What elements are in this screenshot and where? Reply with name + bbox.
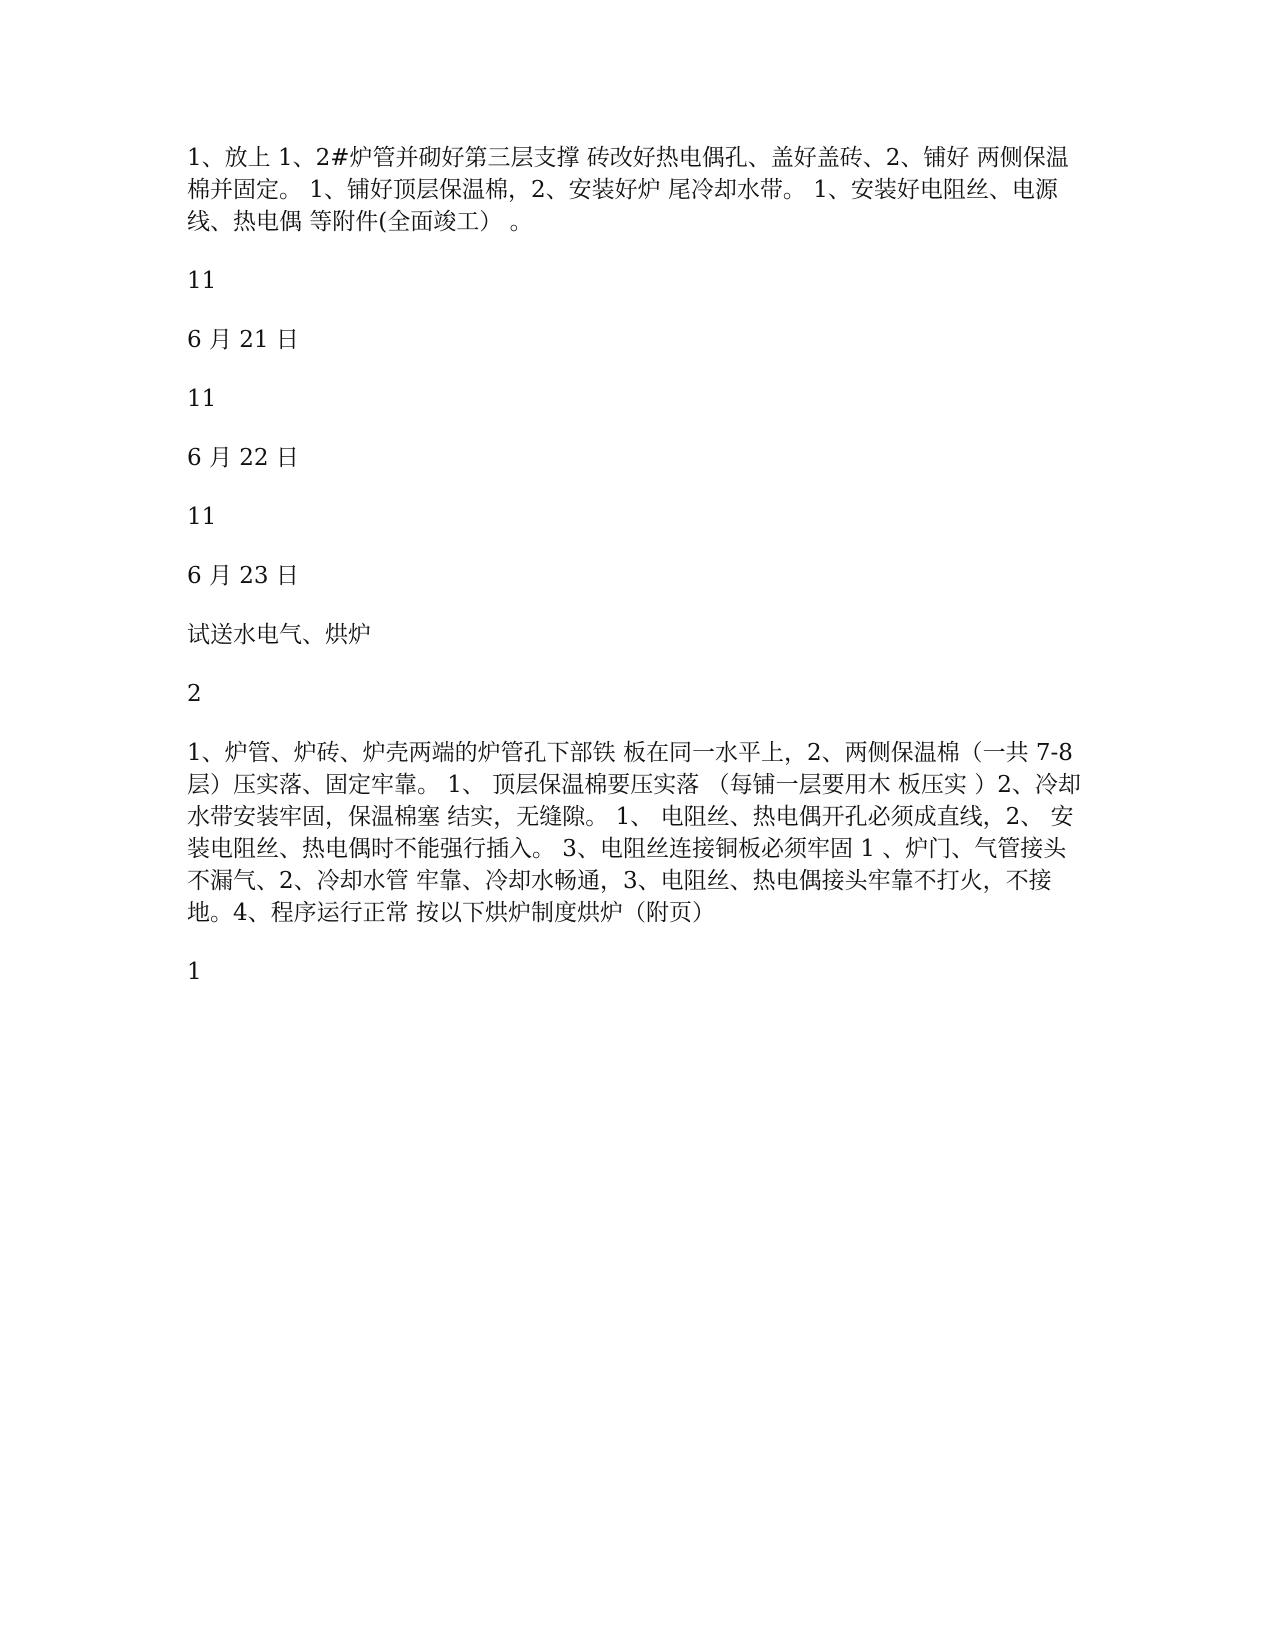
paragraph-date-2: 6 月 22 日 bbox=[187, 445, 299, 471]
paragraph-date-1: 6 月 21 日 bbox=[187, 327, 299, 353]
paragraph-trial-run: 试送水电气、烘炉 bbox=[187, 622, 371, 648]
paragraph-count-1: 1 bbox=[187, 959, 202, 985]
paragraph-work-steps: 1、放上 1、2#炉管并砌好第三层支撑 砖改好热电偶孔、盖好盖砖、2、铺好 两侧保温棉并固定。 1、铺好顶层保温棉，2、安装好炉 尾冷却水带。 1、安装好电阻丝、电源线、热电偶 等附件(全面竣工） 。 bbox=[187, 145, 1069, 235]
paragraph-count-2: 2 bbox=[187, 681, 202, 707]
paragraph-requirements: 1、炉管、炉砖、炉壳两端的炉管孔下部铁 板在同一水平上，2、两侧保温棉（一共 7-8 层）压实落、固定牢靠。 1、 顶层保温棉要压实落 （每铺一层要用木 板压实 ）2、冷却水带安装牢固，保温棉塞 结实，无缝隙。 1、 电阻丝、热电偶开孔必须成直线，2、 安装电阻丝、热电偶时不能强行插入。 3、电阻丝连接铜板必须牢固 1 、炉门、气管接头不漏气、2、冷却水管 牢靠、冷却水畅通，3、电阻丝、热电偶接头牢靠不打火，不接地。4、程序运行正常 按以下烘炉制度烘炉（附页） bbox=[187, 740, 1081, 926]
paragraph-days-3: 11 bbox=[187, 504, 217, 530]
paragraph-date-3: 6 月 23 日 bbox=[187, 563, 299, 589]
paragraph-days-2: 11 bbox=[187, 386, 217, 412]
paragraph-days-1: 11 bbox=[187, 268, 217, 294]
document-body bbox=[187, 142, 1087, 1015]
